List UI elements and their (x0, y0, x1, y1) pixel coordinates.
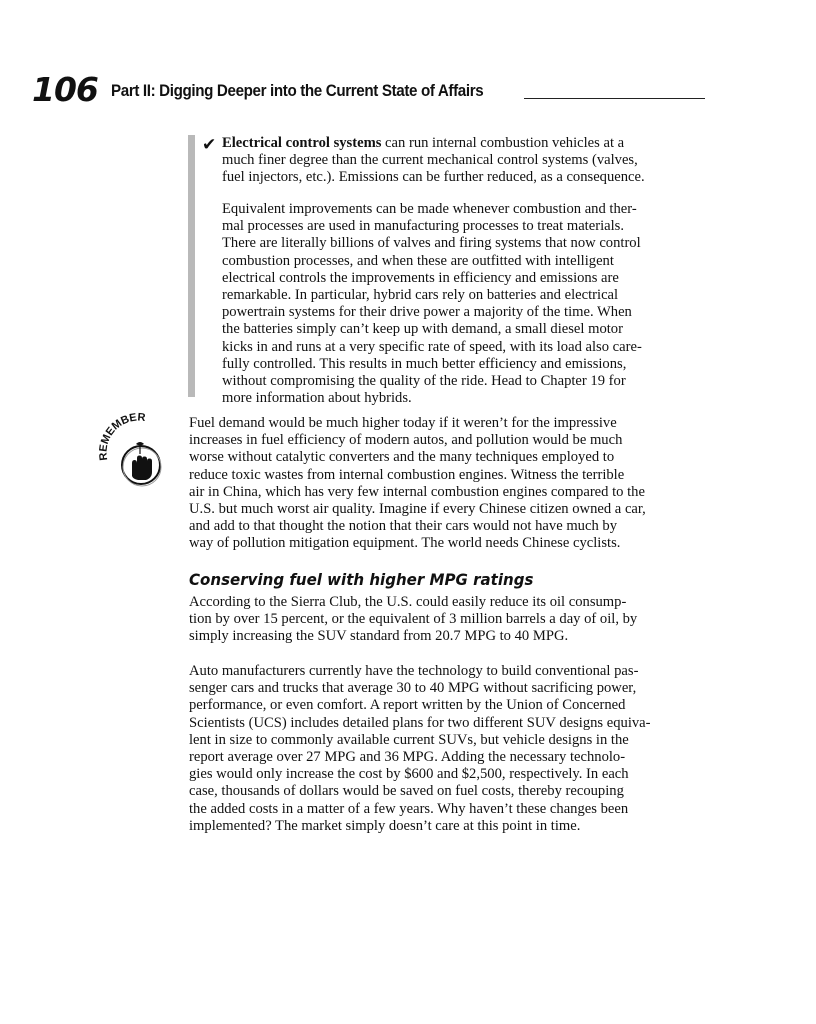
bullet-paragraph (222, 135, 708, 187)
sidebar-line: more information about hybrids. (222, 390, 412, 407)
body-line: performance, or even comfort. A report written by the Union of Concerned (189, 697, 626, 714)
body-line: Auto manufacturers currently have the technology to build conventional pas- (189, 663, 639, 679)
section-heading: Conserving fuel with higher MPG ratings (189, 570, 534, 589)
body-line: According to the Sierra Club, the U.S. could easily reduce its oil consump- (189, 594, 627, 610)
remember-line: way of pollution mitigation equipment. The world needs Chinese cyclists. (189, 535, 621, 552)
remember-paragraph (189, 415, 709, 553)
sidebar-line: Equivalent improvements can be made whenever combustion and ther- (222, 201, 637, 217)
bullet-bold-lead: Electrical control systems (222, 135, 382, 151)
sidebar-line: mal processes are used in manufacturing processes to treat materials. (222, 218, 624, 235)
bullet-line (222, 135, 708, 152)
bullet-line: fuel injectors, etc.). Emissions can be further reduced, as a consequence. (222, 169, 645, 186)
remember-line: Fuel demand would be much higher today if it weren’t for the impressive (189, 415, 617, 431)
sidebar-paragraph (222, 201, 708, 407)
bullet-line: much finer degree than the current mechanical control systems (valves, (222, 152, 638, 169)
sidebar-bar (188, 135, 195, 397)
body-line: simply increasing the SUV standard from 20.7 MPG to 40 MPG. (189, 628, 569, 645)
body-line: tion by over 15 percent, or the equivalent of 3 million barrels a day of oil, by (189, 611, 638, 628)
remember-line: worse without catalytic converters and the many techniques employed to (189, 449, 615, 466)
remember-line: reduce toxic wastes from internal combustion engines. Witness the terrible (189, 466, 625, 483)
body-line: case, thousands of dollars would be saved on fuel costs, thereby recouping (189, 783, 624, 800)
remember-line: increases in fuel efficiency of modern autos, and pollution would be much (189, 432, 623, 449)
body-line: implemented? The market simply doesn’t care at this point in time. (189, 817, 581, 834)
sidebar-line: fully controlled. This results in much better efficiency and emissions, (222, 355, 627, 372)
remember-icon (96, 410, 180, 494)
body-line: gies would only increase the cost by $600 and $2,500, respectively. In each (189, 766, 629, 783)
page-number: 106 (32, 70, 98, 109)
section-paragraph-1 (189, 594, 709, 646)
body-line: senger cars and trucks that average 30 to 40 MPG without sacrificing power, (189, 680, 637, 697)
sidebar-line: without compromising the quality of the ride. Head to Chapter 19 for (222, 372, 626, 389)
body-line: lent in size to commonly available current SUVs, but vehicle designs in the (189, 731, 629, 748)
remember-icon-label: REMEMBER (97, 411, 146, 462)
remember-line: air in China, which has very few internal combustion engines compared to the (189, 483, 645, 500)
sidebar-line: electrical controls the improvements in efficiency and emissions are (222, 269, 619, 286)
sidebar-line: the batteries simply can’t keep up with demand, a small diesel motor (222, 321, 623, 338)
section-paragraph-2 (189, 663, 709, 835)
sidebar-line: kicks in and runs at a very specific rate of speed, with its load also care- (222, 338, 642, 355)
header-rule (524, 98, 705, 99)
remember-line: and add to that thought the notion that their cars would not have much by (189, 518, 617, 535)
sidebar-line: There are literally billions of valves and firing systems that now control (222, 235, 641, 252)
body-line: Scientists (UCS) includes detailed plans for two different SUV designs equiva- (189, 714, 651, 731)
sidebar-line: combustion processes, and when these are outfitted with intelligent (222, 252, 614, 269)
body-line: report average over 27 MPG and 36 MPG. Adding the necessary technolo- (189, 748, 626, 765)
sidebar-line: powertrain systems for their drive power a majority of the time. When (222, 304, 632, 321)
running-head-title: Part II: Digging Deeper into the Current State of Affairs (111, 82, 484, 100)
remember-line: U.S. but much worst air quality. Imagine if every Chinese citizen owned a car, (189, 500, 646, 517)
bullet-line-text: can run internal combustion vehicles at a (381, 135, 625, 151)
check-bullet-icon: ✔ (202, 135, 217, 155)
body-line: the added costs in a matter of a few years. Why haven’t these changes been (189, 800, 629, 817)
sidebar-line: remarkable. In particular, hybrid cars rely on batteries and electrical (222, 286, 619, 303)
